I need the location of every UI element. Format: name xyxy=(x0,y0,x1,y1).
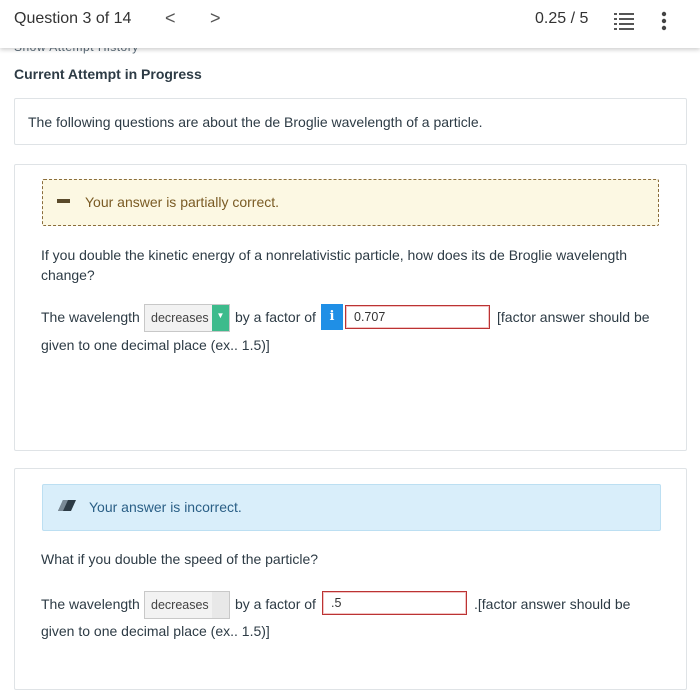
answer-hint: .[factor answer should be xyxy=(474,596,631,612)
intro-card xyxy=(14,98,687,145)
top-bar xyxy=(0,0,700,48)
answer-prefix: The wavelength xyxy=(41,596,140,612)
question-part-2 xyxy=(14,468,687,690)
answer-hint-cont: given to one decimal place (ex.. 1.5)] xyxy=(41,337,270,353)
answer-hint-cont: given to one decimal place (ex.. 1.5)] xyxy=(41,623,270,639)
incorrect-banner xyxy=(42,484,661,531)
question-text: What if you double the speed of the particle? xyxy=(41,551,319,567)
intro-text: The following questions are about the de Broglie wavelength of a particle. xyxy=(28,114,483,130)
wavelength-select[interactable] xyxy=(144,304,230,332)
score-display: 0.25 / 5 xyxy=(535,10,589,27)
current-attempt-label: Current Attempt in Progress xyxy=(14,66,202,82)
question-text: If you double the kinetic energy of a nonrelativistic particle, how does its de Broglie wavelength change? xyxy=(41,247,628,283)
list-icon[interactable] xyxy=(614,12,634,30)
answer-prefix: The wavelength xyxy=(41,309,140,325)
question-part-1 xyxy=(14,164,687,451)
question-counter: Question 3 of 14 xyxy=(14,10,132,27)
caret-down-icon: ▼ xyxy=(212,592,229,618)
factor-answer-input[interactable] xyxy=(345,305,490,329)
minus-icon xyxy=(57,199,70,203)
answer-middle: by a factor of xyxy=(235,309,316,325)
answer-middle: by a factor of xyxy=(235,596,316,612)
caret-down-icon: ▼ xyxy=(212,305,229,331)
factor-answer-input[interactable] xyxy=(322,591,467,615)
chevron-left-icon[interactable]: < xyxy=(165,8,176,28)
select-value: decreases xyxy=(151,598,209,612)
partial-correct-banner xyxy=(42,179,659,226)
wavelength-select[interactable] xyxy=(144,591,230,619)
eraser-icon xyxy=(57,499,77,513)
chevron-right-icon[interactable]: > xyxy=(210,8,221,28)
select-value: decreases xyxy=(151,311,209,325)
more-vertical-icon[interactable] xyxy=(661,11,667,31)
answer-hint: [factor answer should be xyxy=(497,309,650,325)
partial-correct-text: Your answer is partially correct. xyxy=(85,194,280,210)
info-icon[interactable]: i xyxy=(321,304,343,330)
incorrect-text: Your answer is incorrect. xyxy=(89,499,242,515)
